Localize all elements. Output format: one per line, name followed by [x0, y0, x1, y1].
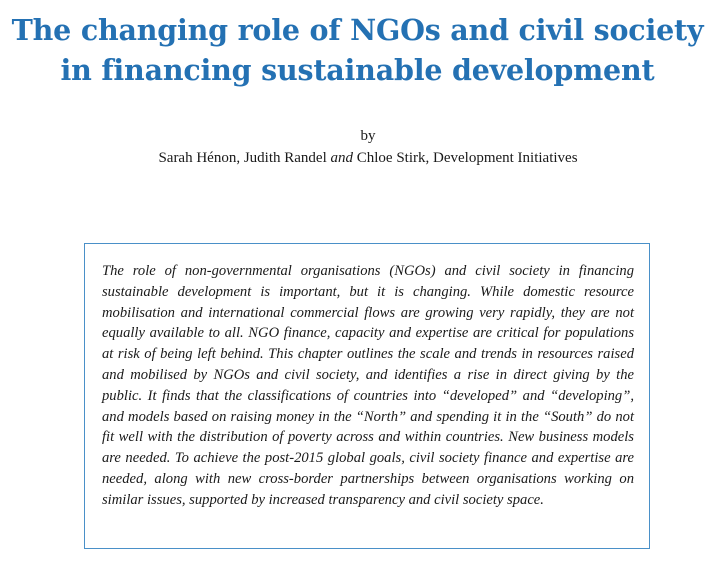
authors-part-1: Sarah Hénon, Judith Randel: [158, 150, 331, 166]
authors-part-2: Chloe Stirk, Development Initiatives: [353, 150, 578, 166]
authors-and-word: and: [330, 150, 353, 166]
byline-by: by: [360, 128, 376, 144]
author-list: [0, 148, 715, 168]
abstract-box: [84, 243, 650, 549]
abstract-text: The role of non-governmental organisations (NGOs) and civil society in financing sustainable development is important, but it is changing. While domestic resource mobilisation and international commercial flows are growing very rapidly, they are not equally available to all. NGO finance, capacity and expertise are critical for populations at risk of being left behind. This chapter outlines the scale and trends in resources raised and mobilised by NGOs and civil society, and identifies a rise in direct giving by the public. It finds that the classifications of countries into “developed” and “developing”, and models based on raising money in the “North” and spending it in the “South” do not fit well with the distribution of poverty across and within countries. New business models are needed. To achieve the post-2015 global goals, civil society finance and expertise are needed, along with new cross-border partnerships between organisations working on similar issues, supported by increased transparency and civil society space.: [102, 263, 634, 508]
chapter-title-line-1: The changing role of NGOs and civil society: [11, 13, 704, 47]
chapter-title: [0, 10, 715, 90]
chapter-title-line-2: in financing sustainable development: [60, 53, 655, 87]
